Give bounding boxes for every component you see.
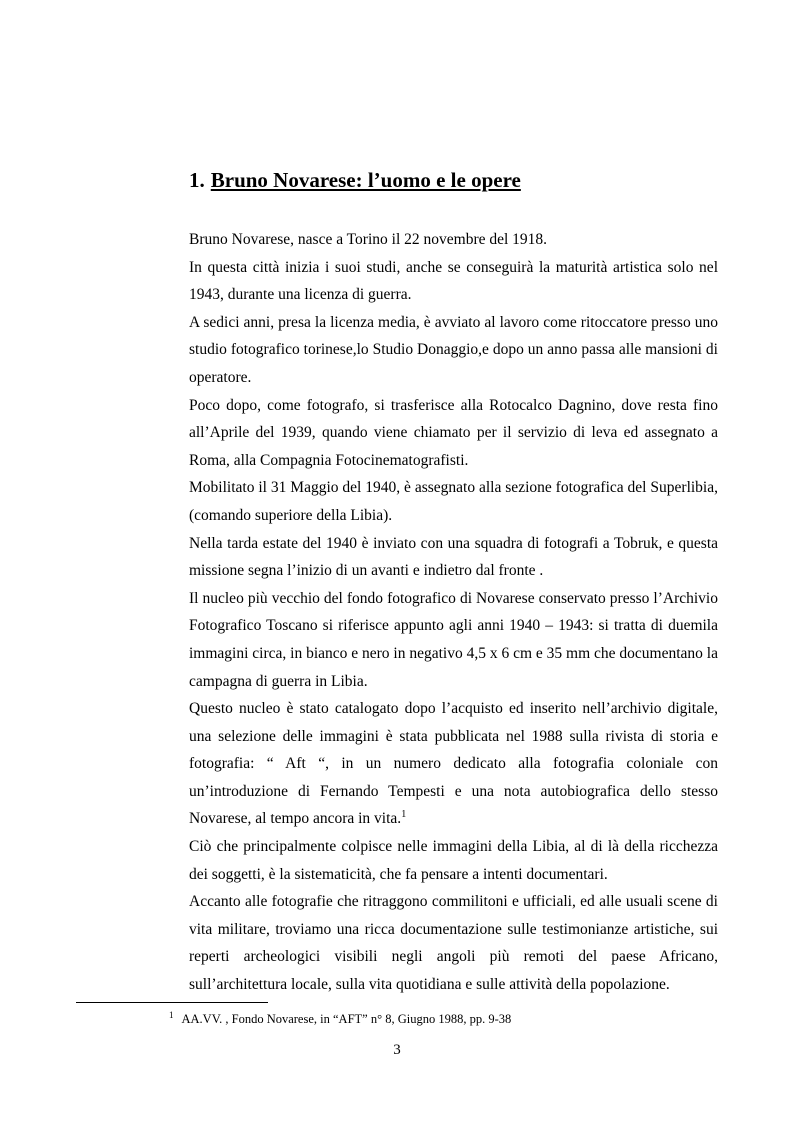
paragraph: Ciò che principalmente colpisce nelle immagini della Libia, al di là della ricchezza dei soggetti, è la sistematicità, che fa pensare a intenti documentari. <box>189 838 718 883</box>
paragraph: Mobilitato il 31 Maggio del 1940, è assegnato alla sezione fotografica del Superlibia, (comando superiore della Libia). <box>189 479 718 524</box>
paragraph: Poco dopo, come fotografo, si trasferisce alla Rotocalco Dagnino, dove resta fino all’Aprile del 1939, quando viene chiamato per il servizio di leva ed assegnato a Roma, alla Compagnia Fotocinematografisti. <box>189 396 718 469</box>
page-number: 3 <box>393 1042 401 1058</box>
paragraph: Nella tarda estate del 1940 è inviato con una squadra di fotografi a Tobruk, e questa missione segna l’inizio di un avanti e indietro dal fronte . <box>189 534 718 580</box>
paragraph: Il nucleo più vecchio del fondo fotografico di Novarese conservato presso l’Archivio Fotografico Toscano si riferisce appunto agli anni 1940 – 1943: si tratta di duemila immagini circa, in bianco e nero in negativo 4,5 x 6 cm e 35 mm che documentano la campagna di guerra in Libia. <box>189 589 718 690</box>
footnote <box>169 1012 511 1027</box>
section-number: 1. <box>189 168 205 192</box>
paragraph-text: Questo nucleo è stato catalogato dopo l’acquisto ed inserito nell’archivio digitale, una selezione delle immagini è stata pubblicata nel 1988 sulla rivista di storia e fotografia: “ Aft “, in un numero dedicato alla fotografia coloniale con un’introduzione di Fernando Tempesti e una nota autobiografica dello stesso Novarese, al tempo ancora in vita. <box>189 700 718 828</box>
paragraph: Accanto alle fotografie che ritraggono commilitoni e ufficiali, ed alle usuali scene di vita militare, troviamo una ricca documentazione sulle testimonianze artistiche, sui reperti archeologici visibili negli angoli più remoti del paese Africano, sull’architettura locale, sulla vita quotidiana e sulle attività della popolazione. <box>189 893 718 994</box>
paragraph-with-footnote <box>189 695 718 833</box>
footnote-reference: 1 <box>401 809 407 821</box>
paragraph: Bruno Novarese, nasce a Torino il 22 novembre del 1918. <box>189 231 548 248</box>
section-title: Bruno Novarese: l’uomo e le opere <box>210 168 521 192</box>
section-heading <box>189 168 521 193</box>
footnote-text: AA.VV. , Fondo Novarese, in “AFT” n° 8, Giugno 1988, pp. 9-38 <box>181 1012 512 1026</box>
paragraph: A sedici anni, presa la licenza media, è avviato al lavoro come ritoccatore presso uno studio fotografico torinese,lo Studio Donaggio,e dopo un anno passa alle mansioni di operatore. <box>189 313 718 386</box>
body-text <box>189 226 718 999</box>
paragraph: In questa città inizia i suoi studi, anche se conseguirà la maturità artistica solo nel 1943, durante una licenza di guerra. <box>189 258 718 304</box>
footnote-separator <box>76 1002 268 1003</box>
footnote-mark: 1 <box>169 1010 174 1020</box>
